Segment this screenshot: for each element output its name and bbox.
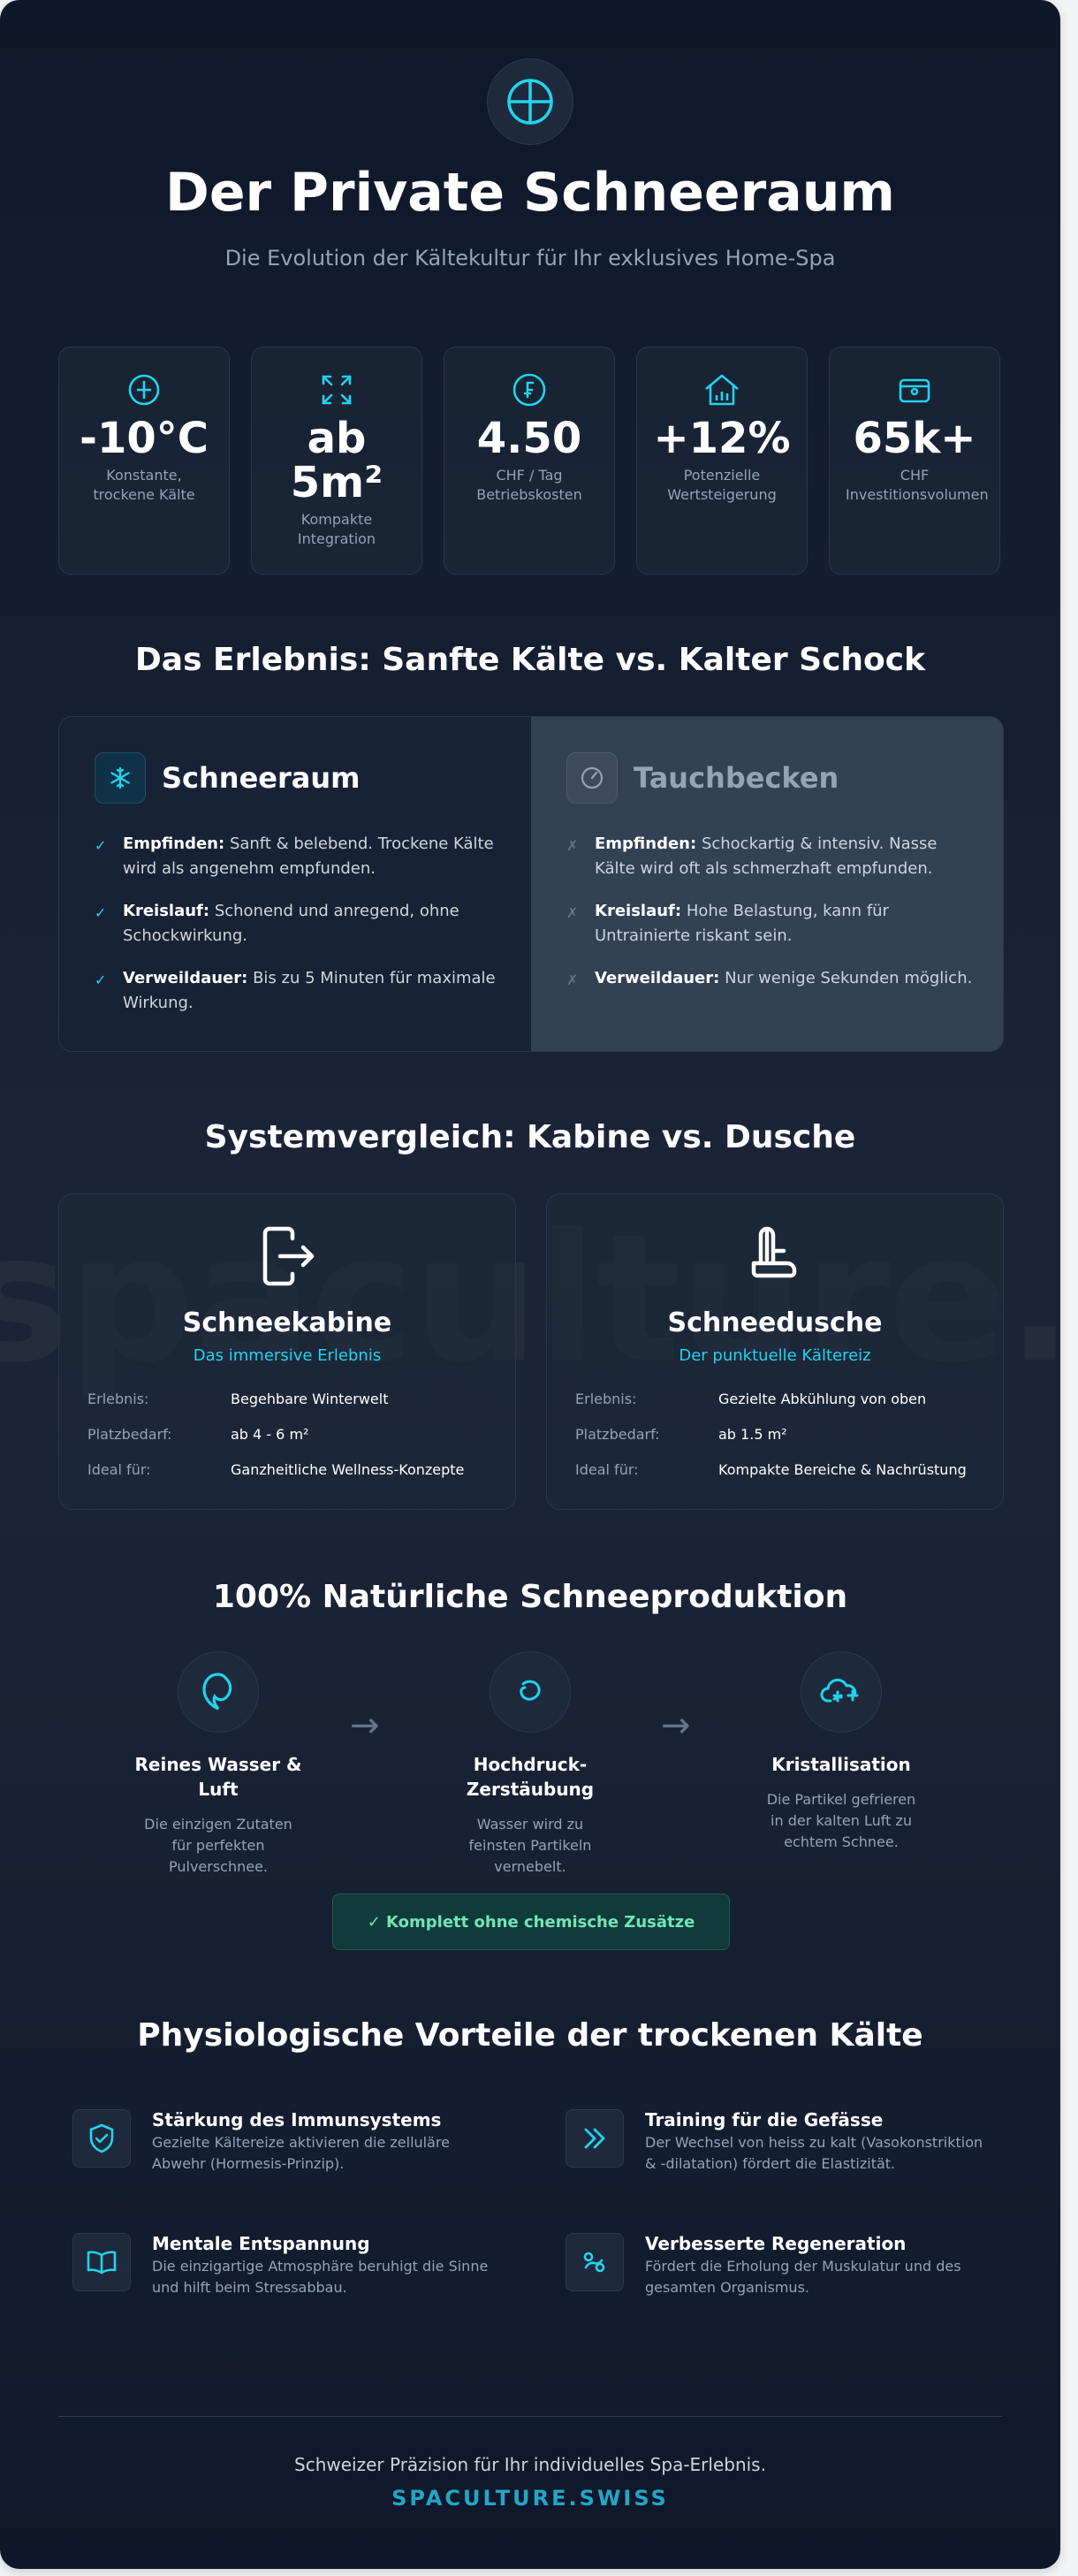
- benefit-title: Stärkung des Immunsystems: [152, 2109, 442, 2130]
- footer-divider: [58, 2416, 1002, 2417]
- stat-card: [251, 347, 422, 575]
- spec-row: Platzbedarf: ab 1.5 m²: [575, 1426, 787, 1443]
- step-description: Wasser wird zu feinsten Partikeln vernebelt.: [468, 1816, 592, 1875]
- benefit-item: [566, 2109, 990, 2175]
- comparison-plunge-pool: [531, 717, 1003, 1051]
- no-chemicals-badge: ✓ Komplett ohne chemische Zusätze: [332, 1894, 730, 1950]
- section-title-benefits: Physiologische Vorteile der trockenen Kälte: [137, 2017, 923, 2054]
- page-subtitle: Die Evolution der Kältekultur für Ihr exklusives Home-Spa: [224, 246, 836, 271]
- crosshair-icon: [487, 58, 573, 145]
- spec-row: Platzbedarf: ab 4 - 6 m²: [87, 1426, 309, 1443]
- page-title: Der Private Schneeraum: [165, 162, 895, 224]
- door-enter-icon: [59, 1226, 515, 1286]
- spec-row: Ideal für: Kompakte Bereiche & Nachrüstung: [575, 1461, 967, 1478]
- shower-seat-icon: [547, 1226, 1003, 1283]
- check-icon: ✓: [95, 837, 107, 854]
- production-step: [726, 1651, 956, 1853]
- benefit-title: Mentale Entspannung: [152, 2233, 370, 2254]
- comparison-name: Schneeraum: [162, 761, 361, 795]
- step-name: Kristallisation: [771, 1754, 911, 1775]
- experience-comparison: [58, 716, 1004, 1052]
- muscle-icon: [566, 2233, 624, 2291]
- benefit-title: Training für die Gefässe: [645, 2109, 884, 2130]
- system-name: Schneekabine: [182, 1307, 392, 1338]
- benefit-description: Der Wechsel von heiss zu kalt (Vasokonstriktion & -dilatation) fördert die Elastizität.: [645, 2134, 983, 2172]
- system-card-shower: [546, 1193, 1004, 1510]
- step-name: Reines Wasser & Luft: [134, 1754, 302, 1800]
- list-item: ✗ Kreislauf: Hohe Belastung, kann für Untrainierte riskant sein.: [566, 899, 973, 949]
- stat-card: [58, 347, 230, 575]
- system-tagline: Das immersive Erlebnis: [193, 1346, 382, 1365]
- stat-label: Potenzielle Wertsteigerung: [667, 467, 777, 503]
- benefit-description: Die einzigartige Atmosphäre beruhigt die Sinne und hilft beim Stressabbau.: [152, 2258, 489, 2296]
- spec-row: Erlebnis: Gezielte Abkühlung von oben: [575, 1391, 927, 1407]
- book-open-icon: [72, 2233, 131, 2291]
- production-step: [103, 1651, 333, 1878]
- benefit-description: Gezielte Kältereize aktivieren die zelluläre Abwehr (Hormesis-Prinzip).: [152, 2134, 450, 2172]
- stat-card: [444, 347, 615, 575]
- arrow-right-icon: →: [661, 1705, 691, 1746]
- cross-icon: ✗: [566, 904, 579, 921]
- gauge-icon: [566, 752, 618, 804]
- stat-label: CHF Investitionsvolumen: [846, 467, 989, 503]
- system-tagline: Der punktuelle Kältereiz: [679, 1346, 871, 1365]
- stat-label: Kompakte Integration: [297, 511, 376, 547]
- franc-coin-icon: [444, 372, 614, 409]
- benefit-item: [72, 2233, 497, 2298]
- arrow-right-icon: →: [350, 1705, 380, 1746]
- step-description: Die einzigen Zutaten für perfekten Pulverschnee.: [144, 1816, 292, 1875]
- thermometer-icon: [59, 372, 229, 409]
- footer-tagline: Schweizer Präzision für Ihr individuelles Spa-Erlebnis.: [294, 2454, 766, 2475]
- stat-value: 4.50: [476, 414, 582, 463]
- check-icon: ✓: [95, 904, 107, 921]
- benefit-description: Fördert die Erholung der Muskulatur und des gesamten Organismus.: [645, 2258, 961, 2296]
- water-drop-icon: [178, 1651, 259, 1733]
- expand-icon: [252, 372, 421, 409]
- benefit-item: [566, 2233, 990, 2298]
- section-title-experience: Das Erlebnis: Sanfte Kälte vs. Kalter Schock: [134, 642, 926, 678]
- list-item: ✓ Kreislauf: Schonend und anregend, ohne Schockwirkung.: [95, 899, 501, 949]
- stat-value: 65k+: [853, 414, 976, 463]
- step-name: Hochdruck-Zerstäubung: [466, 1754, 595, 1800]
- system-name: Schneedusche: [667, 1307, 883, 1338]
- list-item: ✗ Empfinden: Schockartig & intensiv. Nasse Kälte wird oft als schmerzhaft empfunden.: [566, 832, 973, 881]
- spray-drop-icon: [490, 1651, 571, 1733]
- comparison-name: Tauchbecken: [634, 761, 839, 795]
- comparison-snowroom: [59, 717, 531, 1051]
- list-item: ✓ Verweildauer: Bis zu 5 Minuten für maximale Wirkung.: [95, 966, 501, 1016]
- cross-icon: ✗: [566, 972, 579, 988]
- list-item: ✓ Empfinden: Sanft & belebend. Trockene Kälte wird als angenehm empfunden.: [95, 832, 501, 881]
- double-chevron-icon: [566, 2109, 624, 2168]
- benefit-item: [72, 2109, 497, 2175]
- production-step: [415, 1651, 645, 1878]
- stat-label: CHF / Tag Betriebskosten: [476, 467, 582, 503]
- shield-check-icon: [72, 2109, 131, 2168]
- house-chart-icon: [637, 372, 807, 409]
- benefit-title: Verbesserte Regeneration: [645, 2233, 907, 2254]
- stat-card: [829, 347, 1000, 575]
- step-description: Die Partikel gefrieren in der kalten Luft zu echtem Schnee.: [766, 1791, 916, 1850]
- stat-label: Konstante, trockene Kälte: [93, 467, 195, 503]
- spec-row: Ideal für: Ganzheitliche Wellness-Konzepte: [87, 1461, 465, 1478]
- footer-brand: SPACULTURE.SWISS: [391, 2486, 669, 2511]
- check-icon: ✓: [95, 972, 107, 988]
- stat-card: [636, 347, 808, 575]
- section-title-systems: Systemvergleich: Kabine vs. Dusche: [204, 1119, 856, 1155]
- snowflake-icon: [95, 752, 146, 804]
- list-item: ✗ Verweildauer: Nur wenige Sekunden möglich.: [566, 966, 973, 993]
- wallet-icon: [830, 372, 999, 409]
- section-title-production: 100% Natürliche Schneeproduktion: [212, 1579, 848, 1615]
- system-card-cabin: [58, 1193, 516, 1510]
- stat-value: ab 5m²: [290, 414, 383, 507]
- spec-row: Erlebnis: Begehbare Winterwelt: [87, 1391, 389, 1407]
- cloud-snow-icon: [801, 1651, 882, 1733]
- cross-icon: ✗: [566, 837, 579, 854]
- stat-value: +12%: [653, 414, 791, 463]
- stat-value: -10°C: [80, 414, 209, 463]
